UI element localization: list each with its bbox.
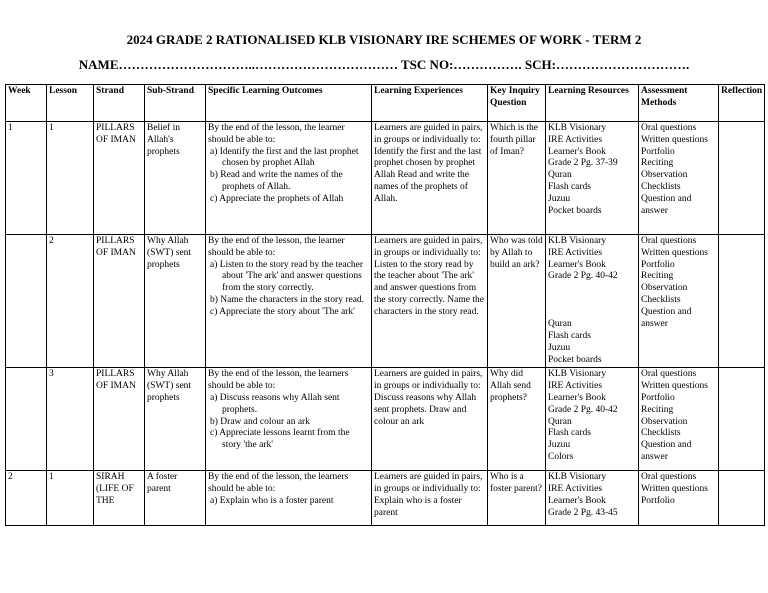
cell-lesson: 2 bbox=[47, 235, 94, 368]
assessment-item: Portfolio bbox=[641, 495, 675, 506]
resource-item: Pocket boards bbox=[548, 205, 602, 216]
header-lesson: Lesson bbox=[47, 85, 94, 122]
resource-item: Quran bbox=[548, 170, 572, 181]
resource-item: IRE Activities bbox=[548, 247, 603, 258]
resource-item: Juzuu bbox=[548, 440, 571, 451]
resource-item: Quran bbox=[548, 319, 572, 330]
resource-item: Learner's Book bbox=[548, 259, 606, 270]
resource-item: Flash cards bbox=[548, 330, 592, 341]
cell-substrand: Belief in Allah's prophets bbox=[145, 122, 206, 235]
cell-resources bbox=[546, 368, 639, 471]
resource-item: KLB Visionary bbox=[548, 472, 607, 483]
cell-substrand: A foster parent bbox=[145, 471, 206, 526]
cell-outcomes bbox=[206, 122, 372, 235]
cell-lesson: 1 bbox=[47, 471, 94, 526]
cell-strand: PILLARS OF IMAN bbox=[94, 122, 145, 235]
cell-reflection bbox=[719, 368, 765, 471]
cell-experiences: Learners are guided in pairs, in groups or individually to: Discuss reasons why Allah sent prophets. Draw and colour an ark bbox=[372, 368, 488, 471]
cell-strand: PILLARS OF IMAN bbox=[94, 368, 145, 471]
cell-assessment bbox=[639, 122, 719, 235]
assessment-item: Oral questions bbox=[641, 236, 697, 246]
assessment-item: Oral questions bbox=[641, 123, 697, 133]
resource-item: Learner's Book bbox=[548, 392, 606, 403]
assessment-item: Oral questions bbox=[641, 472, 697, 483]
resource-item: Learner's Book bbox=[548, 146, 606, 157]
header-reflection: Reflection bbox=[719, 85, 765, 122]
resource-item: Grade 2 Pg. 40-42 bbox=[548, 404, 618, 415]
assessment-item: Checklists bbox=[641, 181, 681, 192]
assessment-item: Portfolio bbox=[641, 259, 675, 270]
resource-item: Juzuu bbox=[548, 342, 571, 353]
cell-assessment bbox=[639, 368, 719, 471]
table-row bbox=[6, 235, 765, 368]
resource-item: KLB Visionary bbox=[548, 369, 607, 380]
cell-question: Who is a foster parent? bbox=[488, 471, 546, 526]
cell-reflection bbox=[719, 235, 765, 368]
assessment-item: Question and answer bbox=[641, 193, 692, 216]
scheme-of-work-table bbox=[5, 84, 765, 526]
outcomes-intro: By the end of the lesson, the learners should be able to: bbox=[208, 369, 349, 392]
table-row bbox=[6, 471, 765, 526]
assessment-item: Checklists bbox=[641, 428, 681, 439]
resource-item: Flash cards bbox=[548, 428, 592, 439]
resource-item: KLB Visionary bbox=[548, 236, 607, 246]
cell-resources bbox=[546, 235, 639, 368]
outcome-item: a) Explain who is a foster parent bbox=[210, 495, 334, 506]
cell-assessment bbox=[639, 471, 719, 526]
resource-item: Grade 2 Pg. 37-39 bbox=[548, 158, 618, 169]
assessment-item: Portfolio bbox=[641, 392, 675, 403]
assessment-item: Observation bbox=[641, 416, 688, 427]
resource-item: Colors bbox=[548, 451, 574, 462]
assessment-item: Reciting bbox=[641, 404, 674, 415]
table-row bbox=[6, 122, 765, 235]
header-resources: Learning Resources bbox=[546, 85, 639, 122]
document-title: 2024 GRADE 2 RATIONALISED KLB VISIONARY IRE SCHEMES OF WORK - TERM 2 bbox=[126, 32, 642, 47]
outcome-item: b) Read and write the names of the prophets of Allah. bbox=[210, 170, 343, 192]
cell-question: Why did Allah send prophets? bbox=[488, 368, 546, 471]
cell-resources bbox=[546, 471, 639, 526]
assessment-item: Checklists bbox=[641, 294, 681, 305]
resource-item: KLB Visionary bbox=[548, 123, 607, 133]
cell-outcomes bbox=[206, 235, 372, 368]
cell-experiences: Learners are guided in pairs, in groups or individually to: Identify the first and the last prophet chosen by prophet Allah Read and write the names of the prophets of Allah. bbox=[372, 122, 488, 235]
resource-item: IRE Activities bbox=[548, 484, 603, 495]
resource-item: Learner's Book bbox=[548, 495, 606, 506]
resource-item: Grade 2 Pg. 43-45 bbox=[548, 507, 618, 518]
table-row bbox=[6, 368, 765, 471]
cell-question: Who was told by Allah to build an ark? bbox=[488, 235, 546, 368]
assessment-item: Question and answer bbox=[641, 440, 692, 462]
resource-item: Juzuu bbox=[548, 193, 571, 204]
assessment-item: Observation bbox=[641, 170, 688, 181]
cell-outcomes bbox=[206, 471, 372, 526]
outcome-item: b) Name the characters in the story read. bbox=[210, 294, 365, 305]
outcomes-intro: By the end of the lesson, the learner should be able to: bbox=[208, 123, 345, 145]
cell-outcomes bbox=[206, 368, 372, 471]
resource-item: Pocket boards bbox=[548, 354, 602, 365]
cell-substrand: Why Allah (SWT) sent prophets bbox=[145, 368, 206, 471]
name-tsc-school-line: NAME…………………………..…………………………… TSC NO:……………. SCH:…………………………. bbox=[78, 57, 690, 72]
assessment-item: Oral questions bbox=[641, 369, 697, 380]
cell-experiences: Learners are guided in pairs, in groups or individually to: Listen to the story read by the teacher about 'The ark' and answer questions from the story correctly. Name the characters in the story read. bbox=[372, 235, 488, 368]
cell-assessment bbox=[639, 235, 719, 368]
cell-lesson: 1 bbox=[47, 122, 94, 235]
cell-strand: SIRAH (LIFE OF THE bbox=[94, 471, 145, 526]
assessment-item: Written questions bbox=[641, 247, 708, 258]
cell-resources bbox=[546, 122, 639, 235]
header-week: Week bbox=[6, 85, 47, 122]
header-strand: Strand bbox=[94, 85, 145, 122]
cell-week bbox=[6, 368, 47, 471]
assessment-item: Question and answer bbox=[641, 306, 692, 329]
assessment-item: Reciting bbox=[641, 158, 674, 169]
assessment-item: Written questions bbox=[641, 381, 708, 392]
outcome-item: c) Appreciate lessons learnt from the story 'the ark' bbox=[210, 428, 350, 451]
header-substrand: Sub-Strand bbox=[145, 85, 206, 122]
cell-strand: PILLARS OF IMAN bbox=[94, 235, 145, 368]
cell-reflection bbox=[719, 122, 765, 235]
outcome-item: a) Listen to the story read by the teacher about 'The ark' and answer questions from the story correctly. bbox=[210, 259, 363, 294]
outcome-item: a) Discuss reasons why Allah sent prophets. bbox=[210, 392, 340, 415]
resource-item: Flash cards bbox=[548, 181, 592, 192]
outcomes-intro: By the end of the lesson, the learners should be able to: bbox=[208, 472, 349, 495]
outcome-item: c) Appreciate the prophets of Allah bbox=[210, 193, 344, 204]
resource-item: IRE Activities bbox=[548, 381, 603, 392]
outcome-item: b) Draw and colour an ark bbox=[210, 416, 310, 427]
cell-reflection bbox=[719, 471, 765, 526]
header-question: Key Inquiry Question bbox=[488, 85, 546, 122]
header-experiences: Learning Experiences bbox=[372, 85, 488, 122]
cell-substrand: Why Allah (SWT) sent prophets bbox=[145, 235, 206, 368]
outcome-item: a) Identify the first and the last prophet chosen by prophet Allah bbox=[210, 146, 359, 169]
cell-week: 2 bbox=[6, 471, 47, 526]
resource-item: Quran bbox=[548, 416, 572, 427]
assessment-item: Reciting bbox=[641, 271, 674, 282]
cell-question: Which is the fourth pillar of Iman? bbox=[488, 122, 546, 235]
header-outcomes: Specific Learning Outcomes bbox=[206, 85, 372, 122]
outcomes-intro: By the end of the lesson, the learner should be able to: bbox=[208, 236, 345, 258]
resource-item: Grade 2 Pg. 40-42 bbox=[548, 271, 618, 282]
table-header-row bbox=[6, 85, 765, 122]
cell-lesson: 3 bbox=[47, 368, 94, 471]
assessment-item: Observation bbox=[641, 283, 688, 294]
assessment-item: Written questions bbox=[641, 134, 708, 145]
assessment-item: Written questions bbox=[641, 484, 708, 495]
cell-experiences: Learners are guided in pairs, in groups or individually to: Explain who is a foster parent bbox=[372, 471, 488, 526]
resource-spacer bbox=[548, 283, 636, 319]
cell-week bbox=[6, 235, 47, 368]
resource-item: IRE Activities bbox=[548, 134, 603, 145]
outcome-item: c) Appreciate the story about 'The ark' bbox=[210, 306, 355, 317]
header-assessment: Assessment Methods bbox=[639, 85, 719, 122]
cell-week: 1 bbox=[6, 122, 47, 235]
assessment-item: Portfolio bbox=[641, 146, 675, 157]
